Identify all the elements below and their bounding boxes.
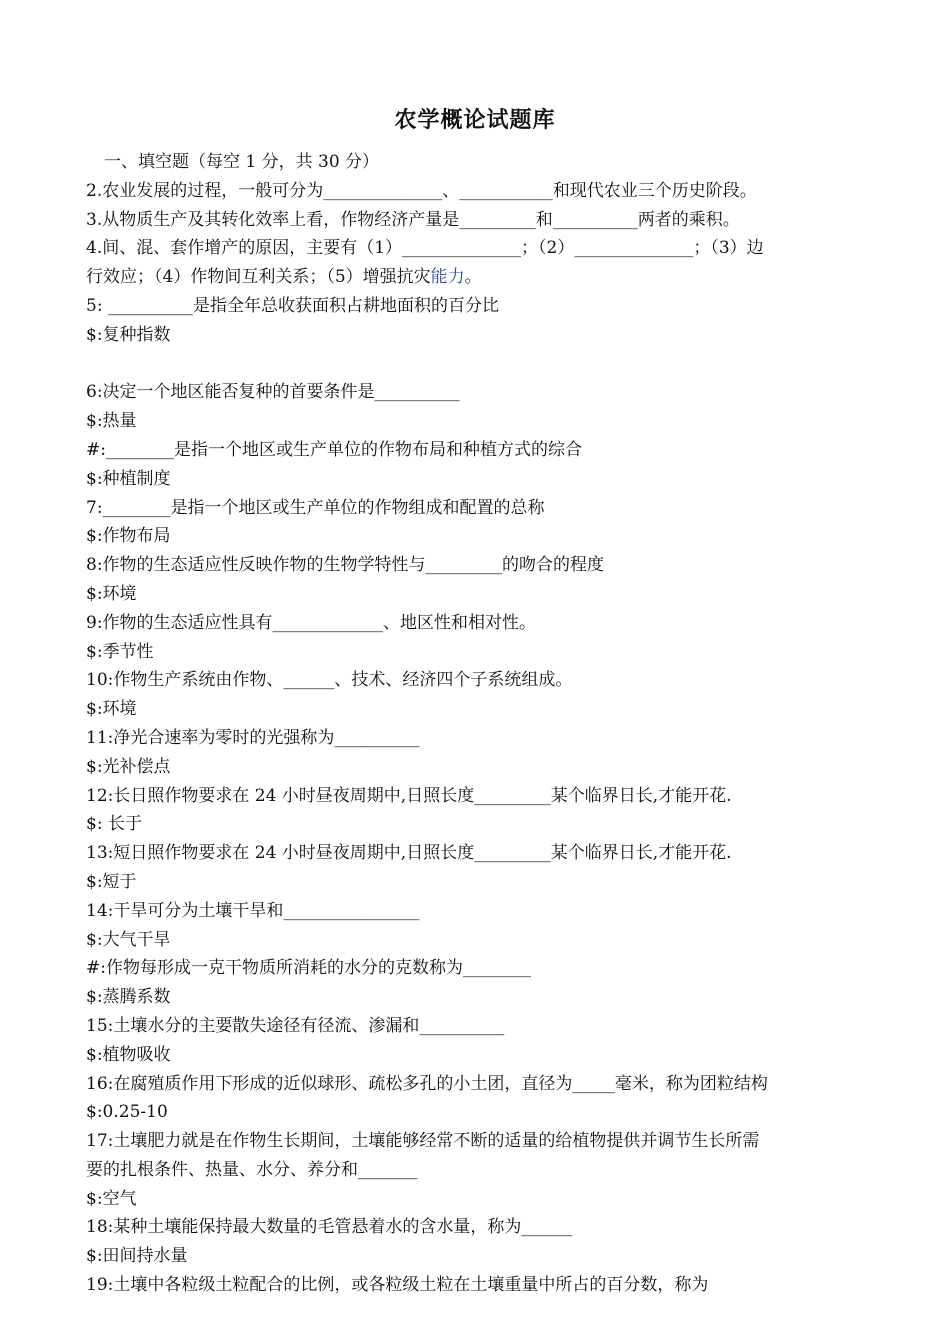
question-line: 17:土壤肥力就是在作物生长期间，土壤能够经常不断的适量的给植物提供并调节生长所需	[86, 1131, 760, 1152]
answer-line: $:复种指数	[86, 324, 171, 345]
question-text: 行效应；（4）作物间互利关系；（5）增强抗灾	[86, 267, 431, 288]
answer-line: $:蒸腾系数	[86, 987, 171, 1008]
answer-line: $: 长于	[86, 814, 142, 835]
question-line: #:作物每形成一克干物质所消耗的水分的克数称为________	[86, 958, 531, 979]
page-title: 农学概论试题库	[394, 108, 556, 133]
question-line: 5: __________是指全年总收获面积占耕地面积的百分比	[86, 295, 499, 316]
answer-line: $:空气	[86, 1188, 137, 1209]
answer-line: $:光补偿点	[86, 756, 171, 777]
answer-line: $:热量	[86, 411, 137, 432]
highlighted-text: 能力	[430, 267, 465, 288]
question-line: 12:长日照作物要求在 24 小时昼夜周期中,日照长度_________某个临界日长,才能开花.	[86, 785, 732, 806]
question-line: 4.间、混、套作增产的原因，主要有（1）______________；（2）______________；（3）边	[86, 238, 764, 259]
question-line: 7:________是指一个地区或生产单位的作物组成和配置的总称	[86, 497, 545, 518]
question-text: 。	[464, 267, 482, 288]
question-line	[86, 263, 861, 292]
blank-spacer	[86, 350, 861, 379]
question-line: 6:决定一个地区能否复种的首要条件是__________	[86, 382, 460, 403]
question-line: 2.农业发展的过程，一般可分为______________、___________和现代农业三个历史阶段。	[86, 180, 757, 201]
question-line: 11:净光合速率为零时的光强称为__________	[86, 727, 420, 748]
answer-line: $:环境	[86, 583, 137, 604]
answer-line: $:大气干旱	[86, 929, 171, 950]
question-list	[86, 148, 861, 1300]
question-line: #:________是指一个地区或生产单位的作物布局和种植方式的综合	[86, 439, 582, 460]
answer-line: $:田间持水量	[86, 1246, 188, 1267]
answer-line: $:作物布局	[86, 526, 171, 547]
question-line: 13:短日照作物要求在 24 小时昼夜周期中,日照长度_________某个临界日长,才能开花.	[86, 843, 732, 864]
answer-line: $:季节性	[86, 641, 154, 662]
question-line: 3.从物质生产及其转化效率上看，作物经济产量是_________和__________两者的乘积。	[86, 209, 740, 230]
question-line: 16:在腐殖质作用下形成的近似球形、疏松多孔的小土团，直径为_____毫米，称为团粒结构	[86, 1073, 768, 1094]
question-line: 18:某种土壤能保持最大数量的毛管悬着水的含水量，称为______	[86, 1217, 573, 1238]
question-line: 8:作物的生态适应性反映作物的生物学特性与_________的吻合的程度	[86, 555, 605, 576]
question-line: 19:土壤中各粒级土粒配合的比例，或各粒级土粒在土壤重量中所占的百分数，称为	[86, 1275, 709, 1296]
answer-line: $:植物吸收	[86, 1044, 171, 1065]
answer-line: $:环境	[86, 699, 137, 720]
question-line: 10:作物生产系统由作物、______、技术、经济四个子系统组成。	[86, 670, 573, 691]
question-line: 14:干旱可分为土壤干旱和________________	[86, 900, 420, 921]
answer-line: $:0.25-10	[86, 1102, 168, 1123]
answer-line: $:种植制度	[86, 468, 171, 489]
question-line: 9:作物的生态适应性具有_____________、地区性和相对性。	[86, 612, 537, 633]
answer-line: $:短于	[86, 871, 137, 892]
section-heading: 一、填空题（每空 1 分，共 30 分）	[104, 152, 380, 172]
question-line: 要的扎根条件、热量、水分、养分和_______	[86, 1159, 418, 1180]
question-line: 15:土壤水分的主要散失途径有径流、渗漏和__________	[86, 1015, 505, 1036]
